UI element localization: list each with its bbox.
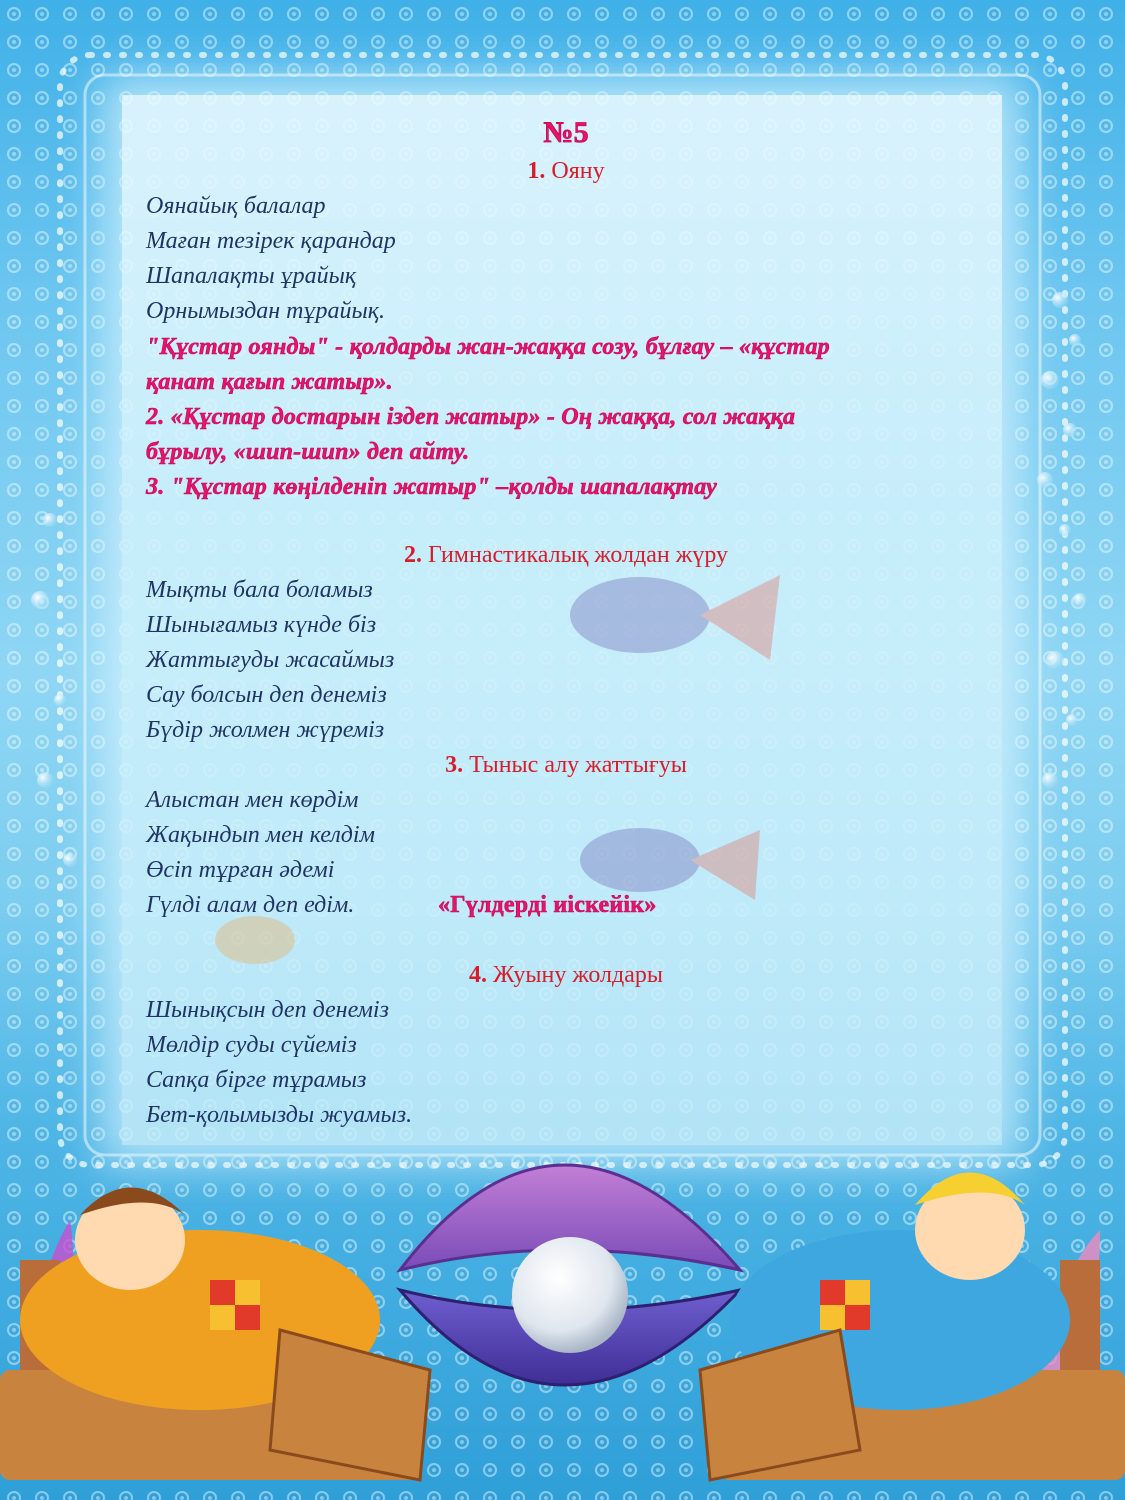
verse-line: Бет-қолымызды жуамыз. bbox=[146, 1102, 413, 1128]
instruction-line: бұрылу, «шип-шип» деп айту. bbox=[146, 439, 470, 465]
section-2-number: 2. bbox=[403, 542, 422, 568]
verse-line: Сау болсын деп денеміз bbox=[146, 682, 387, 708]
section-4-number: 4. bbox=[469, 962, 488, 988]
exercise-name: «Гүлдерді иіскейік» bbox=[438, 892, 657, 918]
page-title: №5 bbox=[543, 116, 589, 149]
section-3-title: Тыныс алу жаттығуы bbox=[469, 752, 687, 778]
instruction-line: қанат қағып жатыр». bbox=[146, 369, 393, 395]
verse-line: Мықты бала боламыз bbox=[146, 577, 373, 603]
section-1-heading bbox=[146, 158, 986, 185]
section-2-heading bbox=[146, 542, 986, 569]
instruction-line: 3. "Құстар көңілденіп жатыр" –қолды шапалақтау bbox=[146, 474, 717, 500]
right-bed bbox=[700, 1173, 1125, 1481]
section-4-title: Жуыну жолдары bbox=[493, 962, 663, 988]
verse-line: Жақындып мен келдім bbox=[146, 822, 375, 848]
verse-line: Оянайық балалар bbox=[146, 193, 326, 219]
instruction-line: 2. «Құстар достарын іздеп жатыр» - Оң жаққа, сол жаққа bbox=[146, 404, 796, 430]
pearl-shell bbox=[400, 1165, 740, 1385]
verse-line: Шапалақты ұрайық bbox=[146, 263, 357, 289]
section-3-number: 3. bbox=[445, 752, 464, 778]
verse-line: Бүдір жолмен жүреміз bbox=[146, 717, 385, 743]
verse-line: Гүлді алам деп едім. bbox=[146, 892, 355, 918]
section-2-title: Гимнастикалық жолдан жүру bbox=[427, 542, 728, 568]
verse-line: Сапқа бірге тұрамыз bbox=[146, 1067, 367, 1093]
verse-line: Шынығамыз күнде біз bbox=[146, 612, 377, 638]
verse-line: Маған тезірек қарандар bbox=[146, 228, 396, 254]
section-3-heading bbox=[146, 752, 986, 779]
verse-line: Алыстан мен көрдім bbox=[146, 787, 359, 813]
verse-line: Жаттығуды жасаймыз bbox=[146, 647, 395, 673]
section-1-title: Ояну bbox=[551, 158, 605, 184]
verse-line: Мөлдір суды сүйеміз bbox=[146, 1032, 357, 1058]
section-1-number: 1. bbox=[527, 158, 546, 184]
section-4-heading bbox=[146, 962, 986, 989]
instruction-line: "Құстар оянды" - қолдарды жан-жаққа созу, бұлғау – «құстар bbox=[146, 334, 830, 360]
verse-line: Орнымыздан тұрайық. bbox=[146, 298, 385, 324]
bottom-illustration bbox=[0, 1120, 1125, 1500]
verse-line: Өсіп тұрған әдемі bbox=[146, 857, 335, 883]
verse-line: Шынықсын деп денеміз bbox=[146, 997, 389, 1023]
